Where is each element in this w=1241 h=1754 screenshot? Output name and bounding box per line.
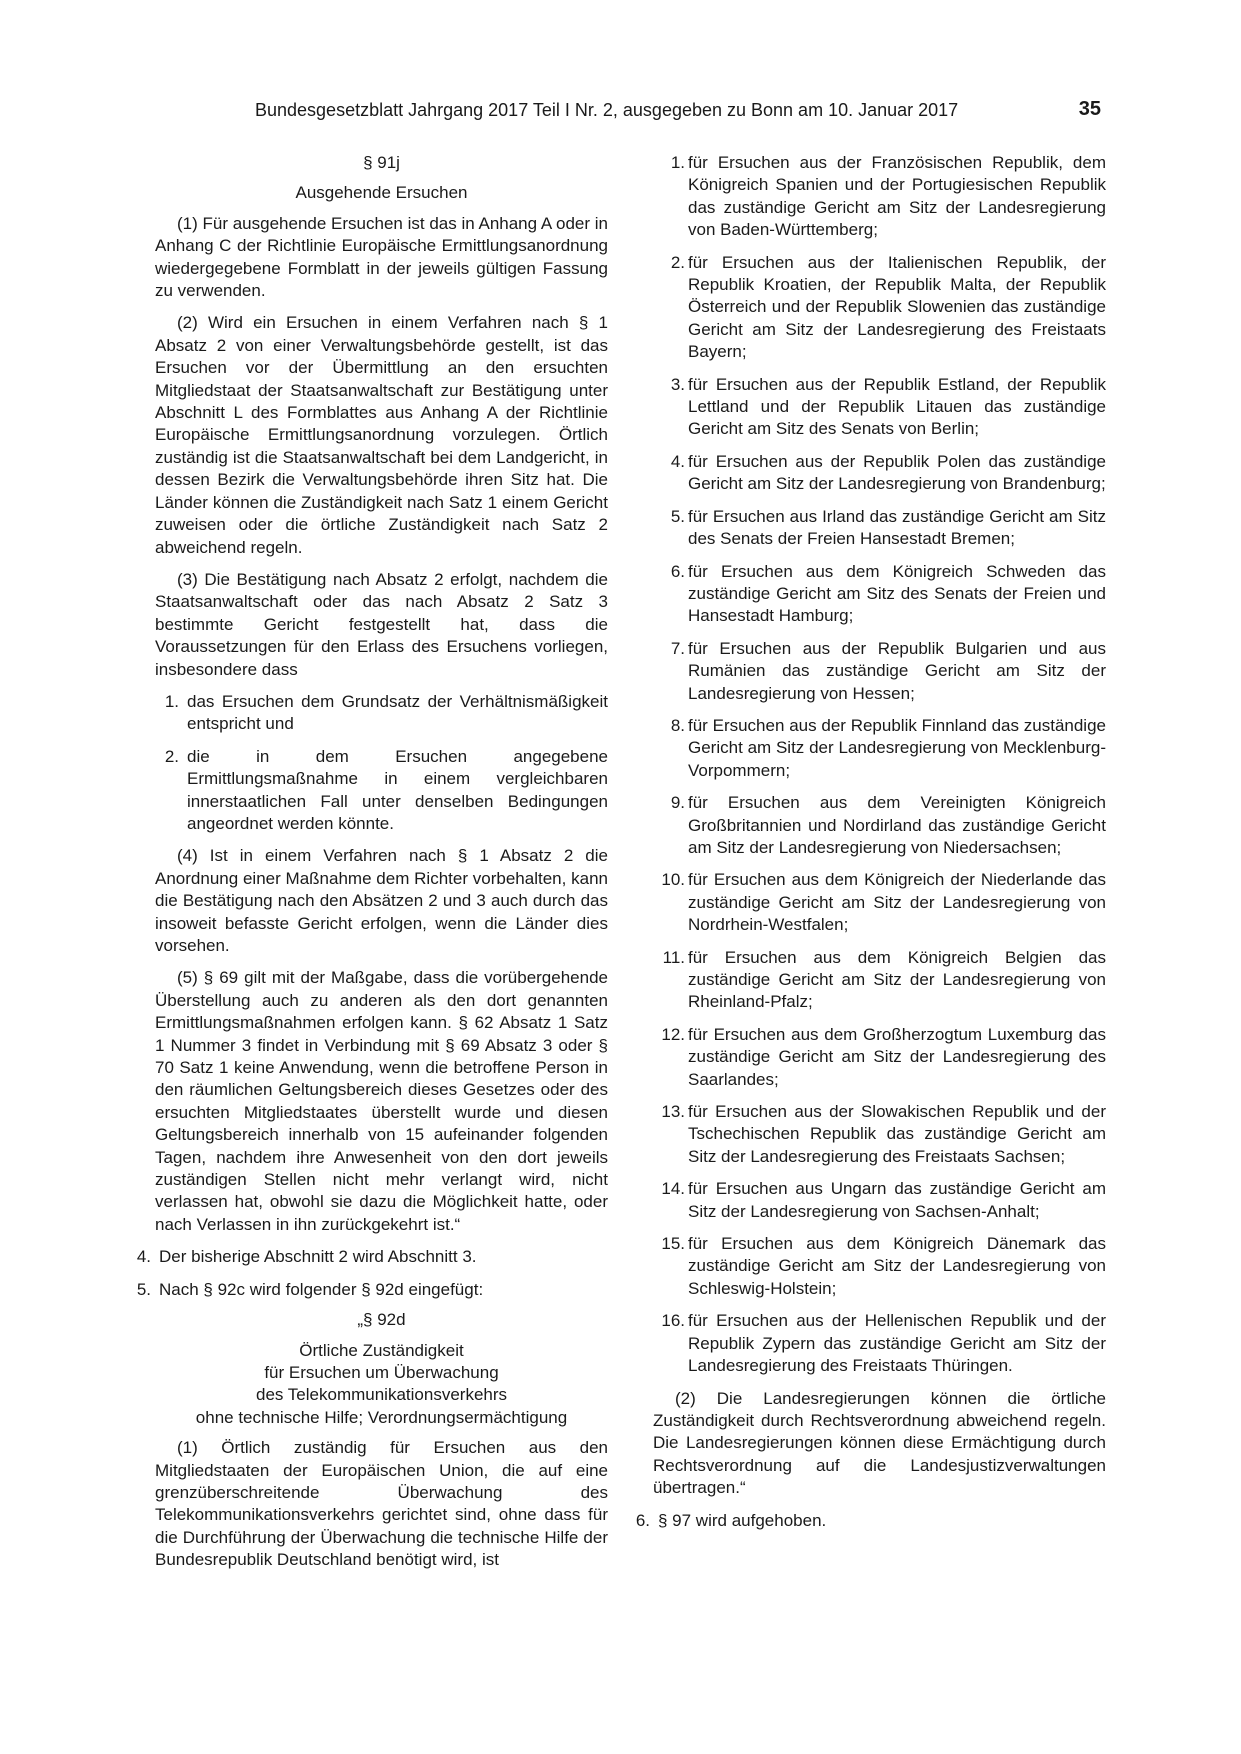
list-item xyxy=(653,638,1106,705)
list-item xyxy=(653,1101,1106,1168)
list-text: für Ersuchen aus dem Königreich der Niederlande das zuständige Gericht am Sitz der Landesregierung von Nordrhein-Westfalen; xyxy=(688,870,1106,935)
right-column xyxy=(635,152,1106,1532)
list-item xyxy=(131,1279,608,1301)
list-text: für Ersuchen aus dem Großherzogtum Luxemburg das zuständige Gericht am Sitz der Landesregierung des Saarlandes; xyxy=(688,1024,1106,1089)
list-item xyxy=(653,1233,1106,1300)
list-text: § 97 wird aufgehoben. xyxy=(658,1510,827,1530)
paragraph: (5) § 69 gilt mit der Maßgabe, dass die vorübergehende Überstellung auch zu anderen als den dort genannten Ermittlungsmaßnahmen erfolgen kann. § 62 Absatz 1 Satz 1 Nummer 3 findet in Verbindung mit § 69 Absatz 3 oder § 70 Satz 1 keine Anwendung, wenn die betroffene Person in den räumlichen Geltungsbereich dieses Gesetzes oder des ersuchten Mitgliedstaates überstellt wurde und diesen Geltungsbereich innerhalb von 15 aufeinander folgenden Tagen, nachdem ihre Anwesenheit von den dort jeweils zuständigen Stellen nicht mehr verlangt wird, nicht verlassen hat, obwohl sie dazu die Möglichkeit hatte, oder nach Verlassen in ihn zurückgekehrt ist.“ xyxy=(155,968,608,1234)
list-text: für Ersuchen aus der Republik Finnland das zuständige Gericht am Sitz der Landesregierung von Mecklenburg-Vorpommern; xyxy=(688,715,1106,780)
numbered-list xyxy=(653,152,1106,1378)
list-text: für Ersuchen aus dem Königreich Schweden das zuständige Gericht am Sitz des Senats der Freien und Hansestadt Hamburg; xyxy=(688,561,1106,626)
list-item xyxy=(653,451,1106,496)
list-number: 15. xyxy=(661,1234,685,1254)
list-item xyxy=(155,691,608,736)
list-text: für Ersuchen aus dem Königreich Belgien das zuständige Gericht am Sitz der Landesregierung von Rheinland-Pfalz; xyxy=(688,947,1106,1012)
list-number: 13. xyxy=(661,1102,685,1122)
list-item xyxy=(653,1178,1106,1223)
list-number: 6. xyxy=(635,1510,650,1530)
paragraph: (4) Ist in einem Verfahren nach § 1 Absatz 2 die Anordnung einer Maßnahme dem Richter vorbehalten, kann die Bestätigung nach den Absätzen 2 und 3 auch durch das insoweit befasste Gericht erfolgen, wenn die Länder dies vorsehen. xyxy=(155,846,608,955)
list-item xyxy=(653,374,1106,441)
list-text: für Ersuchen aus der Französischen Republik, dem Königreich Spanien und der Portugiesischen Republik das zuständige Gericht am Sitz der Landesregierung von Baden-Württemberg; xyxy=(688,153,1106,240)
list-number: 8. xyxy=(670,715,685,735)
section-title-line: für Ersuchen um Überwachung xyxy=(264,1362,499,1382)
list-number: 16. xyxy=(661,1311,685,1331)
list-number: 3. xyxy=(670,374,685,394)
list-text: für Ersuchen aus der Republik Estland, der Republik Lettland und der Republik Litauen das zuständige Gericht am Sitz des Senats von Berlin; xyxy=(688,374,1106,439)
list-text: für Ersuchen aus dem Vereinigten Königreich Großbritannien und Nordirland das zuständige Gericht am Sitz der Landesregierung von Niedersachsen; xyxy=(688,793,1106,857)
list-text: die in dem Ersuchen angegebene Ermittlungsmaßnahme in einem vergleichbaren innerstaatlichen Fall unter denselben Bedingungen angeordnet werden könnte. xyxy=(187,746,608,833)
paragraph: (1) Für ausgehende Ersuchen ist das in Anhang A oder in Anhang C der Richtlinie Europäische Ermittlungsanordnung wiedergegebene Formblatt in der jeweils gültigen Fassung zu verwenden. xyxy=(155,213,608,301)
list-number: 9. xyxy=(670,793,685,813)
list-number: 2. xyxy=(670,252,685,272)
section-title-line: Örtliche Zuständigkeit xyxy=(299,1340,464,1360)
list-item xyxy=(653,947,1106,1014)
list-number: 11. xyxy=(662,947,685,967)
list-item xyxy=(131,1246,608,1268)
paragraph: (2) Wird ein Ersuchen in einem Verfahren nach § 1 Absatz 2 von einer Verwaltungsbehörde gestellt, ist das Ersuchen vor der Übermittlung an den ersuchten Mitgliedstaat der Staatsanwaltschaft zur Bestätigung unter Abschnitt L des Formblattes aus Anhang A der Richtlinie Europäische Ermittlungsanordnung vorzulegen. Örtlich zuständig ist die Staatsanwaltschaft bei dem Landgericht, in dessen Bezirk die Verwaltungsbehörde ihren Sitz hat. Die Länder können die Zuständigkeit nach Satz 1 einem Gericht zuweisen oder die örtliche Zuständigkeit nach Satz 2 abweichend regeln. xyxy=(155,313,608,557)
list-text: das Ersuchen dem Grundsatz der Verhältnismäßigkeit entspricht und xyxy=(187,691,608,734)
list-number: 2. xyxy=(164,746,179,766)
section-title-line: ohne technische Hilfe; Verordnungsermächtigung xyxy=(195,1407,568,1427)
list-item xyxy=(653,1024,1106,1091)
list-item xyxy=(653,869,1106,936)
list-item xyxy=(632,1510,1106,1532)
section-heading: § 91j xyxy=(363,153,400,172)
section-title: Ausgehende Ersuchen xyxy=(295,183,468,203)
list-item xyxy=(653,152,1106,242)
list-number: 1. xyxy=(164,691,179,711)
paragraph: (3) Die Bestätigung nach Absatz 2 erfolgt, nachdem die Staatsanwaltschaft oder das nach Absatz 2 Satz 3 bestimmte Gericht festgestellt hat, dass die Voraussetzungen für den Erlass des Ersuchens vorliegen, insbesondere dass xyxy=(155,569,608,679)
list-number: 4. xyxy=(670,451,685,471)
list-item xyxy=(155,746,608,836)
list-text: für Ersuchen aus der Republik Bulgarien und aus Rumänien das zuständige Gericht am Sitz der Landesregierung von Hessen; xyxy=(688,638,1106,703)
list-text: für Ersuchen aus Irland das zuständige Gericht am Sitz des Senats der Freien Hansestadt Bremen; xyxy=(688,506,1106,549)
list-text: Nach § 92c wird folgender § 92d eingefügt: xyxy=(159,1279,484,1299)
list-item xyxy=(653,561,1106,628)
page-number: 35 xyxy=(1078,98,1101,120)
list-item xyxy=(653,1310,1106,1377)
section-title-line: des Telekommunikationsverkehrs xyxy=(255,1385,508,1405)
list-number: 4. xyxy=(136,1247,151,1267)
list-number: 6. xyxy=(670,561,685,581)
list-number: 5. xyxy=(670,506,685,526)
page-header xyxy=(255,99,1101,121)
list-number: 1. xyxy=(670,153,685,172)
left-column xyxy=(136,152,608,1572)
list-number: 7. xyxy=(670,638,685,658)
list-item xyxy=(653,506,1106,551)
list-number: 14. xyxy=(661,1179,685,1199)
list-text: für Ersuchen aus der Italienischen Republik, der Republik Kroatien, der Republik Malta, der Republik Österreich und der Republik Slowenien das zuständige Gericht am Sitz der Landesregierung des Freistaats Bayern; xyxy=(688,252,1106,362)
list-text: für Ersuchen aus der Republik Polen das zuständige Gericht am Sitz der Landesregierung von Brandenburg; xyxy=(688,451,1106,494)
list-text: für Ersuchen aus Ungarn das zuständige Gericht am Sitz der Landesregierung von Sachsen-Anhalt; xyxy=(688,1179,1106,1221)
header-title: Bundesgesetzblatt Jahrgang 2017 Teil I Nr. 2, ausgegeben zu Bonn am 10. Januar 2017 xyxy=(255,100,959,120)
list-number: 10. xyxy=(661,870,685,890)
paragraph: (1) Örtlich zuständig für Ersuchen aus den Mitgliedstaaten der Europäischen Union, die auf eine grenzüberschreitende Überwachung des Telekommunikationsverkehrs gerichtet sind, ohne dass für die Durchführung der Überwachung die technische Hilfe der Bundesrepublik Deutschland benötigt wird, ist xyxy=(155,1438,608,1570)
section-heading: „§ 92d xyxy=(357,1310,406,1330)
list-text: für Ersuchen aus der Slowakischen Republik und der Tschechischen Republik das zuständige Gericht am Sitz der Landesregierung des Freistaats Sachsen; xyxy=(688,1102,1106,1166)
list-text: für Ersuchen aus dem Königreich Dänemark das zuständige Gericht am Sitz der Landesregierung von Schleswig-Holstein; xyxy=(688,1234,1106,1298)
paragraph: (2) Die Landesregierungen können die örtliche Zuständigkeit durch Rechtsverordnung abweichend regeln. Die Landesregierungen können diese Ermächtigung durch Rechtsverordnung auf die Landesjustizverwaltungen übertragen.“ xyxy=(653,1388,1106,1498)
list-item xyxy=(653,252,1106,364)
list-text: Der bisherige Abschnitt 2 wird Abschnitt 3. xyxy=(159,1247,477,1267)
list-number: 5. xyxy=(136,1279,151,1299)
list-item xyxy=(653,792,1106,859)
list-number: 12. xyxy=(661,1024,685,1044)
list-item xyxy=(653,715,1106,782)
list-text: für Ersuchen aus der Hellenischen Republik und der Republik Zypern das zuständige Gericht am Sitz der Landesregierung des Freistaats Thüringen. xyxy=(688,1311,1106,1376)
